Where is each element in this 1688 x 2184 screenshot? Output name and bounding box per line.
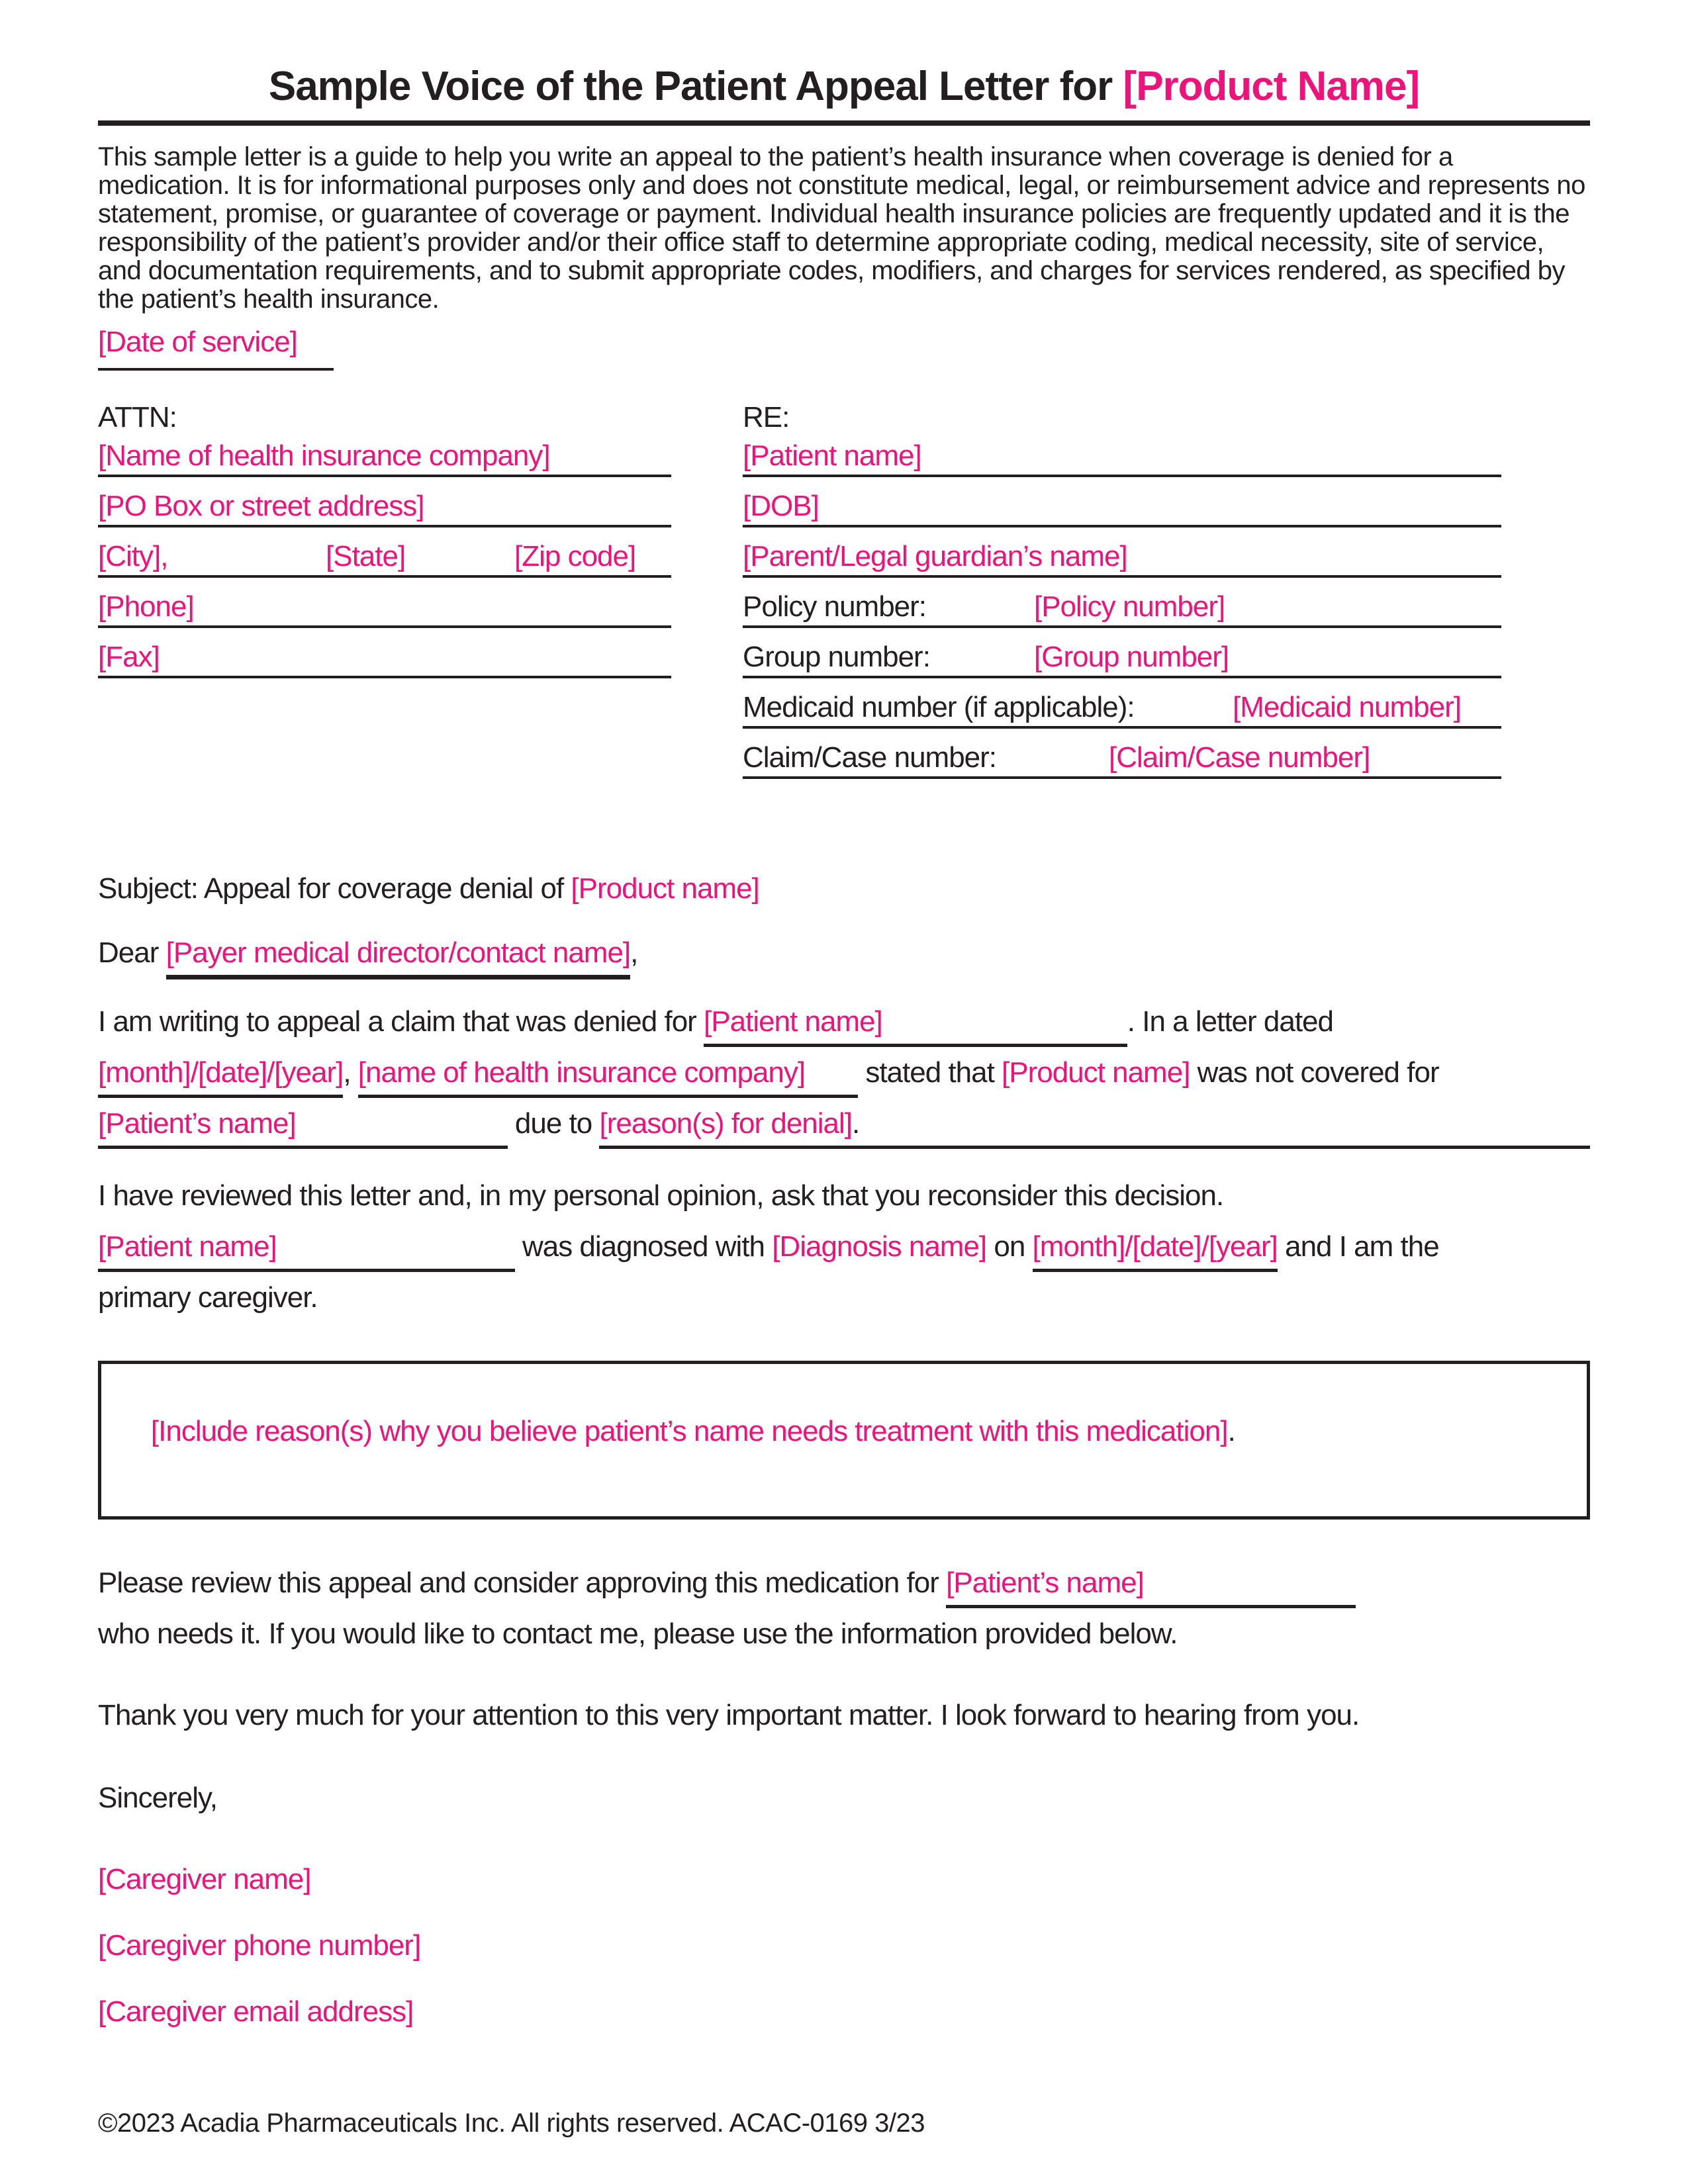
page-title: [98, 63, 1590, 110]
zip-code-placeholder: [Zip code]: [514, 540, 636, 572]
paragraph-diagnosis-line2: [Patient name] was diagnosed with [Diagnosis name] on [month]/[date]/[year] and I am the: [98, 1230, 1590, 1281]
date-of-service-blank-line: [98, 368, 334, 371]
caregiver-email-placeholder: [Caregiver email address]: [98, 1995, 414, 2028]
reason-box-placeholder: [Include reason(s) why you believe patient’s name needs treatment with this medication]: [150, 1415, 1228, 1447]
payer-contact-placeholder: [Payer medical director/contact name]: [165, 936, 631, 969]
re-label: RE:: [743, 401, 790, 433]
field-fax: [98, 641, 671, 678]
group-number-label: Group number:: [743, 641, 930, 673]
group-number-placeholder: [Group number]: [1034, 641, 1229, 673]
claim-case-number-placeholder: [Claim/Case number]: [1109, 741, 1370, 774]
field-guardian-name: [743, 540, 1501, 578]
page-title-text: Sample Voice of the Patient Appeal Letter for: [268, 64, 1123, 109]
city-placeholder: [City],: [98, 540, 168, 572]
patients-name-review-placeholder: [Patient’s name]: [946, 1567, 1144, 1599]
field-street-address: [98, 490, 671, 527]
caregiver-name-placeholder: [Caregiver name]: [98, 1863, 311, 1895]
patient-name-inline-placeholder: [Patient name]: [704, 1005, 882, 1038]
paragraph-review-request: [98, 1566, 1590, 1668]
paragraph-appeal-claim-line1: I am writing to appeal a claim that was denied for [Patient name] . In a letter dated: [98, 1005, 1590, 1056]
field-claim-case-number: [743, 741, 1501, 779]
field-insurance-company: [98, 439, 671, 477]
closing-line: Sincerely,: [98, 1782, 217, 1814]
state-placeholder: [State]: [326, 540, 406, 572]
field-medicaid-number: [743, 691, 1501, 729]
paragraph-diagnosis-line1: I have reviewed this letter and, in my personal opinion, ask that you reconsider this decision.: [98, 1179, 1224, 1212]
guardian-name-placeholder: [Parent/Legal guardian’s name]: [743, 540, 1127, 572]
salutation-text: Dear: [98, 936, 166, 969]
dob-placeholder: [DOB]: [743, 490, 819, 522]
policy-number-placeholder: [Policy number]: [1034, 590, 1225, 623]
diagnosis-name-placeholder: [Diagnosis name]: [772, 1230, 987, 1263]
product-name-inline-placeholder: [Product name]: [1002, 1056, 1190, 1089]
diagnosis-date-placeholder: [month]/[date]/[year]: [1032, 1230, 1278, 1263]
paragraph-appeal-claim-line2: [month]/[date]/[year] , [name of health insurance company] stated that [Product name] was not covered for: [98, 1056, 1590, 1107]
address-and-patient-info: [98, 401, 1590, 779]
fax-placeholder: [Fax]: [98, 641, 160, 673]
attn-section: [98, 401, 671, 779]
letter-date-placeholder: [month]/[date]/[year]: [98, 1056, 344, 1089]
subject-product-placeholder: [Product name]: [571, 872, 759, 905]
paragraph-appeal-claim-line3: [Patient’s name] due to [reason(s) for denial].: [98, 1107, 1590, 1158]
salutation-line: [98, 936, 1590, 979]
patients-name-inline-placeholder: [Patient’s name]: [98, 1107, 296, 1140]
subject-text: Subject: Appeal for coverage denial of: [98, 872, 571, 905]
medicaid-number-label: Medicaid number (if applicable):: [743, 691, 1135, 723]
reason-box: [98, 1361, 1590, 1520]
insurance-company-inline-placeholder: [name of health insurance company]: [357, 1056, 806, 1089]
paragraph-diagnosis-line3: primary caregiver.: [98, 1281, 318, 1314]
paragraph-thank-you: Thank you very much for your attention to this very important matter. I look forward to hearing from you.: [98, 1699, 1360, 1731]
page-title-product-placeholder: [Product Name]: [1123, 64, 1420, 109]
medicaid-number-placeholder: [Medicaid number]: [1233, 691, 1461, 723]
salutation-comma: ,: [630, 936, 638, 969]
phone-placeholder: [Phone]: [98, 590, 194, 623]
paragraph-review-request-line2: who needs it. If you would like to contact me, please use the information provided below.: [98, 1617, 1178, 1650]
subject-line: [98, 872, 1590, 907]
attn-label: ATTN:: [98, 401, 177, 433]
paragraph-review-request-line1: Please review this appeal and consider approving this medication for [Patient’s name]: [98, 1566, 1590, 1617]
reason-box-period: .: [1227, 1415, 1235, 1447]
field-patient-name: [743, 439, 1501, 477]
field-policy-number: [743, 590, 1501, 628]
paragraph-diagnosis: [98, 1179, 1590, 1332]
denial-reason-placeholder: [reason(s) for denial]: [599, 1107, 853, 1140]
field-city-state-zip: [98, 540, 671, 578]
patient-name-placeholder: [Patient name]: [743, 439, 921, 472]
patient-name-diagnosis-placeholder: [Patient name]: [98, 1230, 277, 1263]
field-dob: [743, 490, 1501, 527]
re-section: [743, 401, 1501, 779]
claim-case-number-label: Claim/Case number:: [743, 741, 997, 774]
footer-copyright: ©2023 Acadia Pharmaceuticals Inc. All rights reserved. ACAC-0169 3/23: [98, 2109, 925, 2138]
field-phone: [98, 590, 671, 628]
disclaimer-paragraph: This sample letter is a guide to help you write an appeal to the patient’s health insurance when coverage is denied for a medication. It is for informational purposes only and does not constitute medical, legal, or reimbursement advice and represents no statement, promise, or guarantee of coverage or payment. Individual health insurance policies are frequently updated and it is the responsibility of the patient’s provider and/or their office staff to determine appropriate coding, medical necessity, site of service, and documentation requirements, and to submit appropriate codes, modifiers, and charges for services rendered, as specified by the patient’s health insurance.: [98, 142, 1585, 314]
paragraph-appeal-claim: [98, 1005, 1590, 1158]
policy-number-label: Policy number:: [743, 590, 927, 623]
caregiver-phone-placeholder: [Caregiver phone number]: [98, 1929, 421, 1962]
insurance-company-placeholder: [Name of health insurance company]: [98, 439, 550, 472]
field-group-number: [743, 641, 1501, 678]
street-address-placeholder: [PO Box or street address]: [98, 490, 424, 522]
title-rule: [98, 120, 1590, 126]
date-of-service-placeholder: [Date of service]: [98, 326, 297, 358]
